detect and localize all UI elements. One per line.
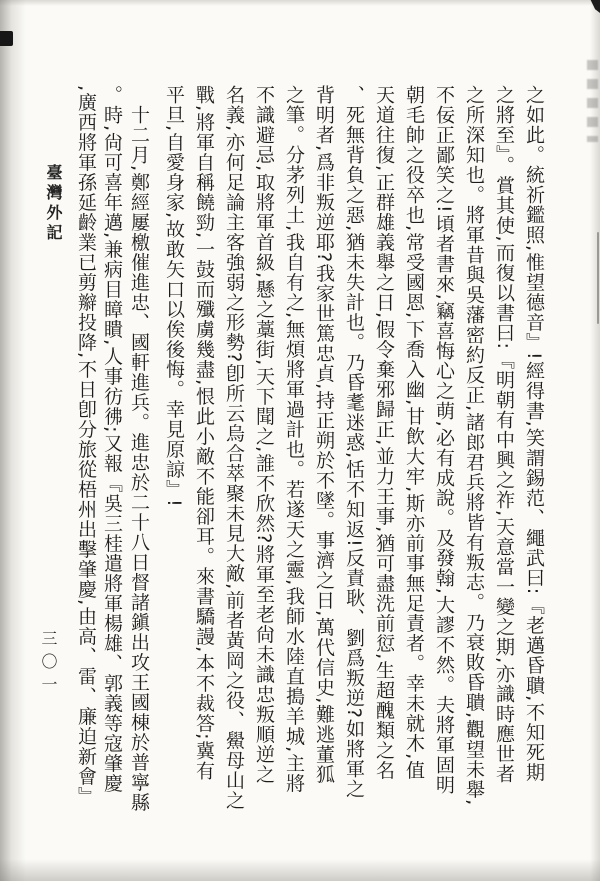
- text-column-10: 不識避忌,取將軍首級,懸之藁街,天下聞之,誰不欣然?將軍至老尙未識忠叛順逆之: [253, 85, 275, 785]
- text-column-2: 之將至』。賞其使,而復以書曰:『明朝有中興之祚,天意當一變之期,亦識時應世者: [493, 85, 515, 785]
- text-column-13: 平旦,自愛身家,故敢矢口以俟後悔。幸見原諒』!: [163, 85, 185, 508]
- text-column-1: 之如此。統祈鑑照,惟望德音』!經得書,笑謂錫范、繩武曰:『老邁昏聵,不知死期: [523, 85, 545, 783]
- text-column-12: 戰,將軍自稱饒勁,一鼓而殲虜幾盡,恨此小敵不能卻耳。來書驕謾,本不裁答;冀有: [193, 85, 215, 781]
- text-column-14: 十二月,鄭經屢檄催進忠、國軒進兵。進忠於二十八日督諸鎭出攻王國棟於普寧縣: [128, 85, 150, 813]
- text-column-11: 名義,亦何足論主客強弱之形勢?卽所云烏合萃聚未見大敵,前者黃岡之役、鱟母山之: [223, 85, 245, 811]
- text-column-3: 之所深知也。將軍昔與吳藩密約反正,諸郎君兵將皆有叛志。乃衰敗昏聵,觀望未舉,: [463, 85, 485, 807]
- page-number: 三〇一: [39, 630, 58, 699]
- running-book-title: 臺灣外記: [44, 164, 63, 244]
- text-column-5: 朝毛帥之役卒也,常受國恩,下喬入幽,甘飲大牢,斯亦前事無足責者。幸未就木,值: [403, 85, 425, 781]
- text-column-7: 、死無背負之惡,猶未失計也。乃昏耄迷惑,恬不知返!反責耿、劉爲叛逆?如將軍之: [343, 85, 365, 799]
- text-column-16: ,廣西將軍孫延齡業已剪辮投降,不日卽分旅從梧州出擊肇慶,由高、雷、廉迫新會』: [75, 85, 97, 807]
- text-column-15: 。時,尙可喜年邁,兼病目瞕瞶,人事彷彿;又報『吳三桂遣將軍楊雄、郭義等寇肇慶: [101, 85, 123, 794]
- text-column-9: 之筆。分茅列土,我自有之,無煩將軍過計也。若遂天之靈,我師水陸直搗羊城,主將: [283, 85, 305, 794]
- text-column-4: 不佞正鄙笑之!頃者書來,竊喜悔心之萌,必有成說。及發翰,大謬不然。夫將軍固明: [433, 85, 455, 795]
- text-column-8: 背明者,爲非叛逆耶?我家世篤忠貞,持正朔於不墜。事濟之日,萬代信史,難逃董狐: [313, 85, 335, 785]
- text-column-6: 天道往復,正群雄義舉之日,假令棄邪歸正,並力王事,猶可盡洗前愆,生超醜類之名: [373, 85, 395, 781]
